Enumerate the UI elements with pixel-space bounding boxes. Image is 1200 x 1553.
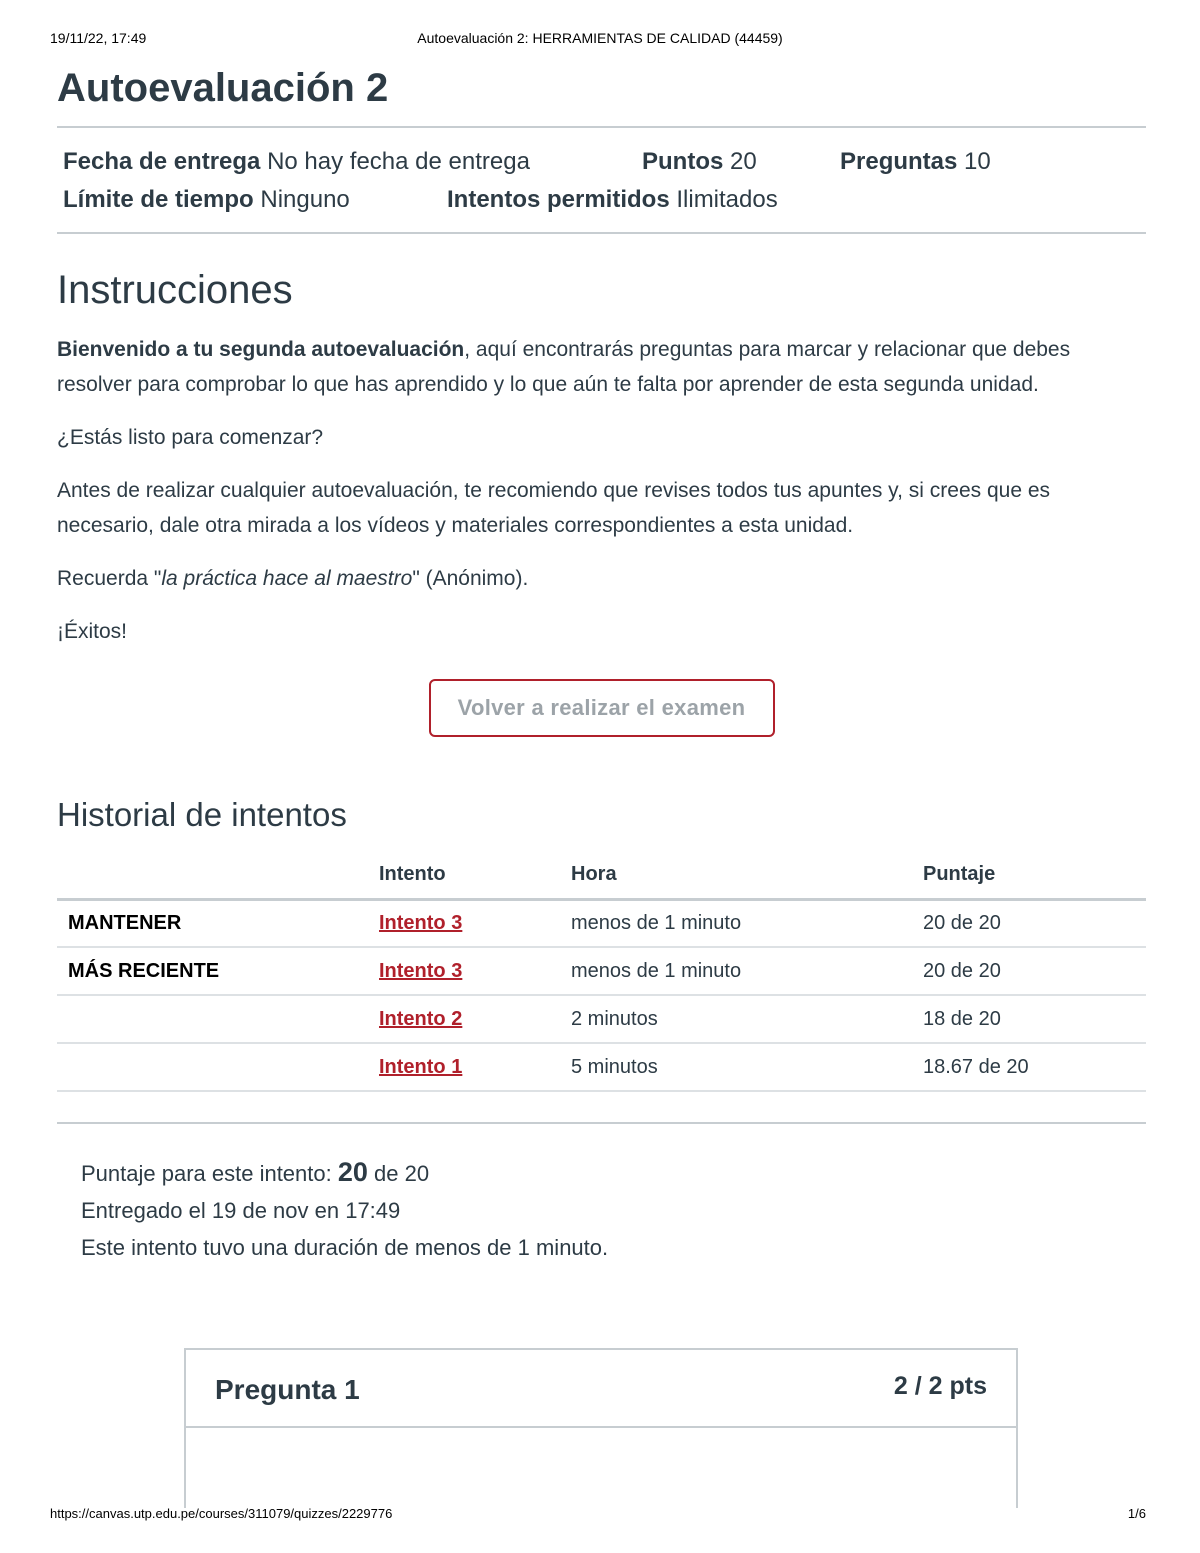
retake-quiz-button[interactable]: Volver a realizar el examen: [429, 679, 775, 737]
question-header: [186, 1350, 1016, 1428]
instructions-paragraph: [57, 332, 1146, 402]
table-header-row: [57, 851, 1146, 899]
column-header-time: Hora: [571, 851, 923, 899]
score-suffix: de 20: [367, 1161, 430, 1186]
time-cell: menos de 1 minuto: [571, 947, 923, 995]
attempts-allowed-value: Ilimitados: [676, 186, 778, 213]
row-tag: [57, 995, 379, 1043]
due-date-detail: [63, 148, 530, 176]
quiz-title: Autoevaluación 2: [57, 66, 389, 110]
quote-after: " (Anónimo).: [412, 567, 529, 590]
quiz-content: [57, 62, 1146, 1266]
print-header: [50, 30, 1150, 50]
column-header-attempt: Intento: [379, 851, 571, 899]
quote-text: la práctica hace al maestro: [161, 567, 413, 590]
welcome-text: Bienvenido a tu segunda autoevaluación: [57, 338, 465, 361]
divider: [57, 1122, 1146, 1124]
divider: [57, 232, 1146, 234]
question-card: [184, 1348, 1018, 1508]
attempt-link[interactable]: Intento 1: [379, 1055, 463, 1078]
instructions-paragraph: ¿Estás listo para comenzar?: [57, 426, 324, 449]
attempt-summary: [81, 1154, 1146, 1266]
time-cell: 2 minutos: [571, 995, 923, 1043]
attempt-link[interactable]: Intento 3: [379, 911, 463, 934]
attempt-cell: [379, 947, 571, 995]
attempt-cell: [379, 995, 571, 1043]
question-points: 2 / 2 pts: [893, 1372, 987, 1400]
print-document-title: Autoevaluación 2: HERRAMIENTAS DE CALIDAD (44459): [417, 30, 783, 46]
attempt-cell: [379, 1043, 571, 1091]
score-prefix: Puntaje para este intento:: [81, 1161, 338, 1186]
row-tag: [57, 1043, 379, 1091]
attempt-history-title: Historial de intentos: [57, 796, 347, 833]
attempt-history-table: [57, 851, 1146, 1092]
instructions-paragraph: [57, 561, 1146, 596]
attempt-score-line: [81, 1154, 1146, 1192]
attempt-cell: [379, 899, 571, 947]
attempt-link[interactable]: Intento 3: [379, 959, 463, 982]
submitted-line: Entregado el 19 de nov en 17:49: [81, 1198, 401, 1223]
retake-container: [57, 679, 1146, 737]
duration-line: Este intento tuvo una duración de menos de 1 minuto.: [81, 1235, 609, 1260]
time-cell: 5 minutos: [571, 1043, 923, 1091]
row-tag: MANTENER: [57, 899, 379, 947]
table-row: [57, 899, 1146, 947]
score-cell: 18.67 de 20: [923, 1043, 1146, 1091]
table-row: [57, 1043, 1146, 1091]
instructions-paragraph: ¡Éxitos!: [57, 620, 128, 643]
print-datetime: 19/11/22, 17:49: [50, 30, 147, 46]
score-cell: 18 de 20: [923, 995, 1146, 1043]
time-limit-label: Límite de tiempo: [63, 186, 254, 213]
due-date-value: No hay fecha de entrega: [267, 148, 530, 175]
instructions-body: [57, 332, 1146, 649]
table-row: [57, 995, 1146, 1043]
points-label: Puntos: [642, 148, 724, 175]
questions-value: 10: [964, 148, 991, 175]
questions-detail: [840, 148, 991, 176]
time-limit-detail: [63, 186, 350, 214]
score-value: 20: [337, 1157, 368, 1187]
points-detail: [642, 148, 757, 176]
points-value: 20: [730, 148, 757, 175]
time-limit-value: Ninguno: [260, 186, 350, 213]
column-header-tag: [57, 851, 379, 899]
quiz-details: [57, 128, 1146, 232]
attempt-link[interactable]: Intento 2: [379, 1007, 463, 1030]
time-cell: menos de 1 minuto: [571, 899, 923, 947]
quote-before: Recuerda ": [57, 567, 162, 590]
column-header-score: Puntaje: [923, 851, 1146, 899]
question-title: Pregunta 1: [215, 1374, 360, 1405]
due-date-label: Fecha de entrega: [63, 148, 261, 175]
score-cell: 20 de 20: [923, 899, 1146, 947]
welcome-rest: , aquí encontrarás preguntas para marcar y relacionar que debes resolver para comprobar lo que has aprendido y lo que aún te falta por aprender de esta segunda unidad.: [57, 338, 1071, 396]
page-number: 1/6: [1127, 1506, 1146, 1521]
table-row: [57, 947, 1146, 995]
instructions-title: Instrucciones: [57, 268, 293, 312]
row-tag: MÁS RECIENTE: [57, 947, 379, 995]
score-cell: 20 de 20: [923, 947, 1146, 995]
attempts-allowed-detail: [447, 186, 778, 214]
print-url: https://canvas.utp.edu.pe/courses/311079/quizzes/2229776: [50, 1506, 393, 1521]
questions-label: Preguntas: [840, 148, 958, 175]
instructions-paragraph: Antes de realizar cualquier autoevaluación, te recomiendo que revises todos tus apuntes y, si crees que es necesario, dale otra mirada a los vídeos y materiales correspondientes a esta unidad.: [57, 479, 1051, 537]
attempts-allowed-label: Intentos permitidos: [447, 186, 670, 213]
